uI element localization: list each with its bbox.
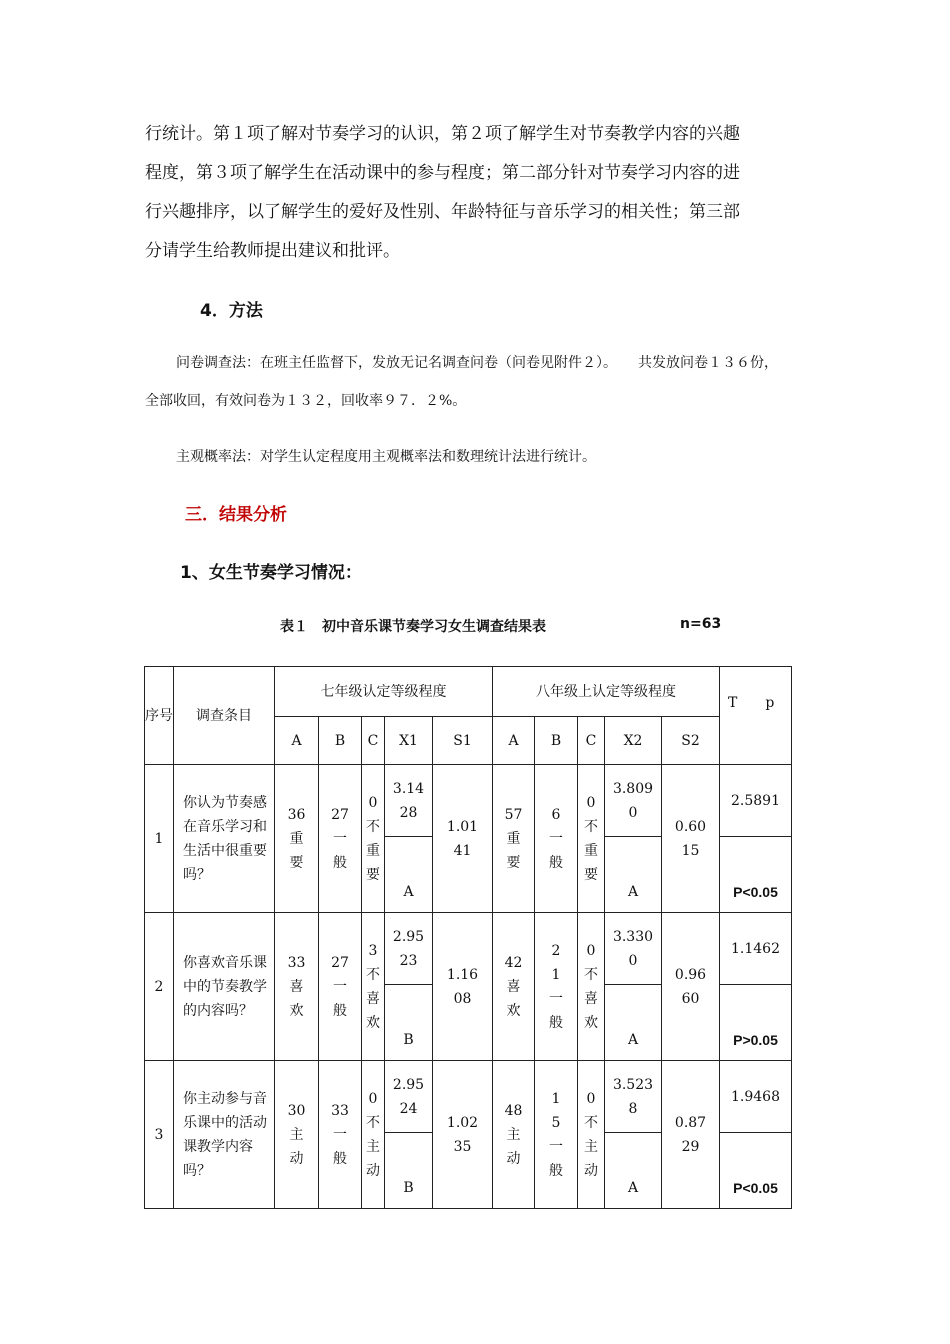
- subjective-method: 主观概率法：对学生认定程度用主观概率法和数理统计法进行统计。: [176, 449, 596, 465]
- header-g8-b: B: [535, 717, 578, 765]
- row-p: P<0.05: [720, 837, 792, 913]
- header-x2: X2: [605, 717, 662, 765]
- row-s2: 0.6015: [662, 765, 720, 913]
- row-g7-a: 30主动: [275, 1061, 319, 1209]
- row-g7-c: 0不主动: [362, 1061, 385, 1209]
- row-x2: 3.3300: [605, 913, 662, 985]
- row-s2: 0.8729: [662, 1061, 720, 1209]
- row-g8-b: 21一般: [535, 913, 578, 1061]
- row-x2-grade: A: [605, 1133, 662, 1209]
- row-g8-c: 0不喜欢: [578, 913, 605, 1061]
- header-x1: X1: [385, 717, 433, 765]
- row-x2-grade: A: [605, 985, 662, 1061]
- questionnaire-line-2: 全部收回，有效问卷为１３２，回收率９７．２%。: [145, 393, 467, 409]
- row-x2-grade: A: [605, 837, 662, 913]
- header-p: p: [765, 695, 775, 711]
- header-index: 序号: [145, 667, 174, 765]
- table-caption-title: 表１ 初中音乐课节奏学习女生调查结果表: [280, 619, 546, 635]
- row-t: 1.1462: [720, 913, 792, 985]
- intro-line: 程度，第３项了解学生在活动课中的参与程度；第二部分针对节奏学习内容的进: [145, 163, 740, 183]
- intro-paragraph: [145, 115, 807, 271]
- subsection-1-heading: 1、女生节奏学习情况：: [180, 563, 362, 583]
- row-g7-b: 33一般: [319, 1061, 362, 1209]
- row-g7-c: 0不重要: [362, 765, 385, 913]
- row-index: 1: [145, 765, 174, 913]
- row-t: 1.9468: [720, 1061, 792, 1133]
- intro-line: 行兴趣排序，以了解学生的爱好及性别、年龄特征与音乐学习的相关性；第三部: [145, 202, 740, 222]
- row-p: P<0.05: [720, 1133, 792, 1209]
- row-s2: 0.9660: [662, 913, 720, 1061]
- row-g8-b: 6一般: [535, 765, 578, 913]
- header-grade8: 八年级上认定等级程度: [493, 667, 720, 717]
- section-3-heading: 三．结果分析: [185, 505, 287, 525]
- header-s2: S2: [662, 717, 720, 765]
- row-g8-c: 0不重要: [578, 765, 605, 913]
- row-t: 2.5891: [720, 765, 792, 837]
- method-heading: 4．方法: [200, 301, 263, 321]
- row-g8-b: 15一般: [535, 1061, 578, 1209]
- row-index: 3: [145, 1061, 174, 1209]
- results-table: [144, 666, 792, 1209]
- row-x1-grade: B: [385, 985, 433, 1061]
- row-g8-a: 48主动: [493, 1061, 535, 1209]
- header-item: 调查条目: [174, 667, 275, 765]
- row-g7-b: 27一般: [319, 913, 362, 1061]
- row-x1: 3.1428: [385, 765, 433, 837]
- row-g8-a: 57重要: [493, 765, 535, 913]
- header-t-p: [720, 667, 792, 765]
- row-x1-grade: B: [385, 1133, 433, 1209]
- row-s1: 1.1608: [433, 913, 493, 1061]
- header-g7-a: A: [275, 717, 319, 765]
- row-x1: 2.9523: [385, 913, 433, 985]
- header-g7-b: B: [319, 717, 362, 765]
- table-sample-size: n=63: [680, 616, 722, 632]
- row-item: 你喜欢音乐课中的节奏教学的内容吗？: [174, 913, 275, 1061]
- row-g7-c: 3不喜欢: [362, 913, 385, 1061]
- row-x1-grade: A: [385, 837, 433, 913]
- header-s1: S1: [433, 717, 493, 765]
- header-g7-c: C: [362, 717, 385, 765]
- table-caption: [280, 616, 722, 636]
- row-x1: 2.9524: [385, 1061, 433, 1133]
- header-grade7: 七年级认定等级程度: [275, 667, 493, 717]
- intro-line: 行统计。第１项了解对节奏学习的认识，第２项了解学生对节奏教学内容的兴趣: [145, 124, 740, 144]
- row-x2: 3.8090: [605, 765, 662, 837]
- row-item: 你认为节奏感在音乐学习和生活中很重要吗？: [174, 765, 275, 913]
- header-t: T: [728, 695, 738, 711]
- row-g7-a: 36重要: [275, 765, 319, 913]
- row-x2: 3.5238: [605, 1061, 662, 1133]
- row-g8-a: 42喜欢: [493, 913, 535, 1061]
- questionnaire-line-1: 问卷调查法：在班主任监督下，发放无记名调查问卷（问卷见附件２）。 共发放问卷１３６份，: [176, 355, 778, 371]
- header-g8-c: C: [578, 717, 605, 765]
- row-g8-c: 0不主动: [578, 1061, 605, 1209]
- row-index: 2: [145, 913, 174, 1061]
- intro-line: 分请学生给教师提出建议和批评。: [145, 241, 400, 261]
- header-g8-a: A: [493, 717, 535, 765]
- row-s1: 1.0235: [433, 1061, 493, 1209]
- row-item: 你主动参与音乐课中的活动课教学内容吗？: [174, 1061, 275, 1209]
- row-g7-a: 33喜欢: [275, 913, 319, 1061]
- row-s1: 1.0141: [433, 765, 493, 913]
- row-g7-b: 27一般: [319, 765, 362, 913]
- row-p: P>0.05: [720, 985, 792, 1061]
